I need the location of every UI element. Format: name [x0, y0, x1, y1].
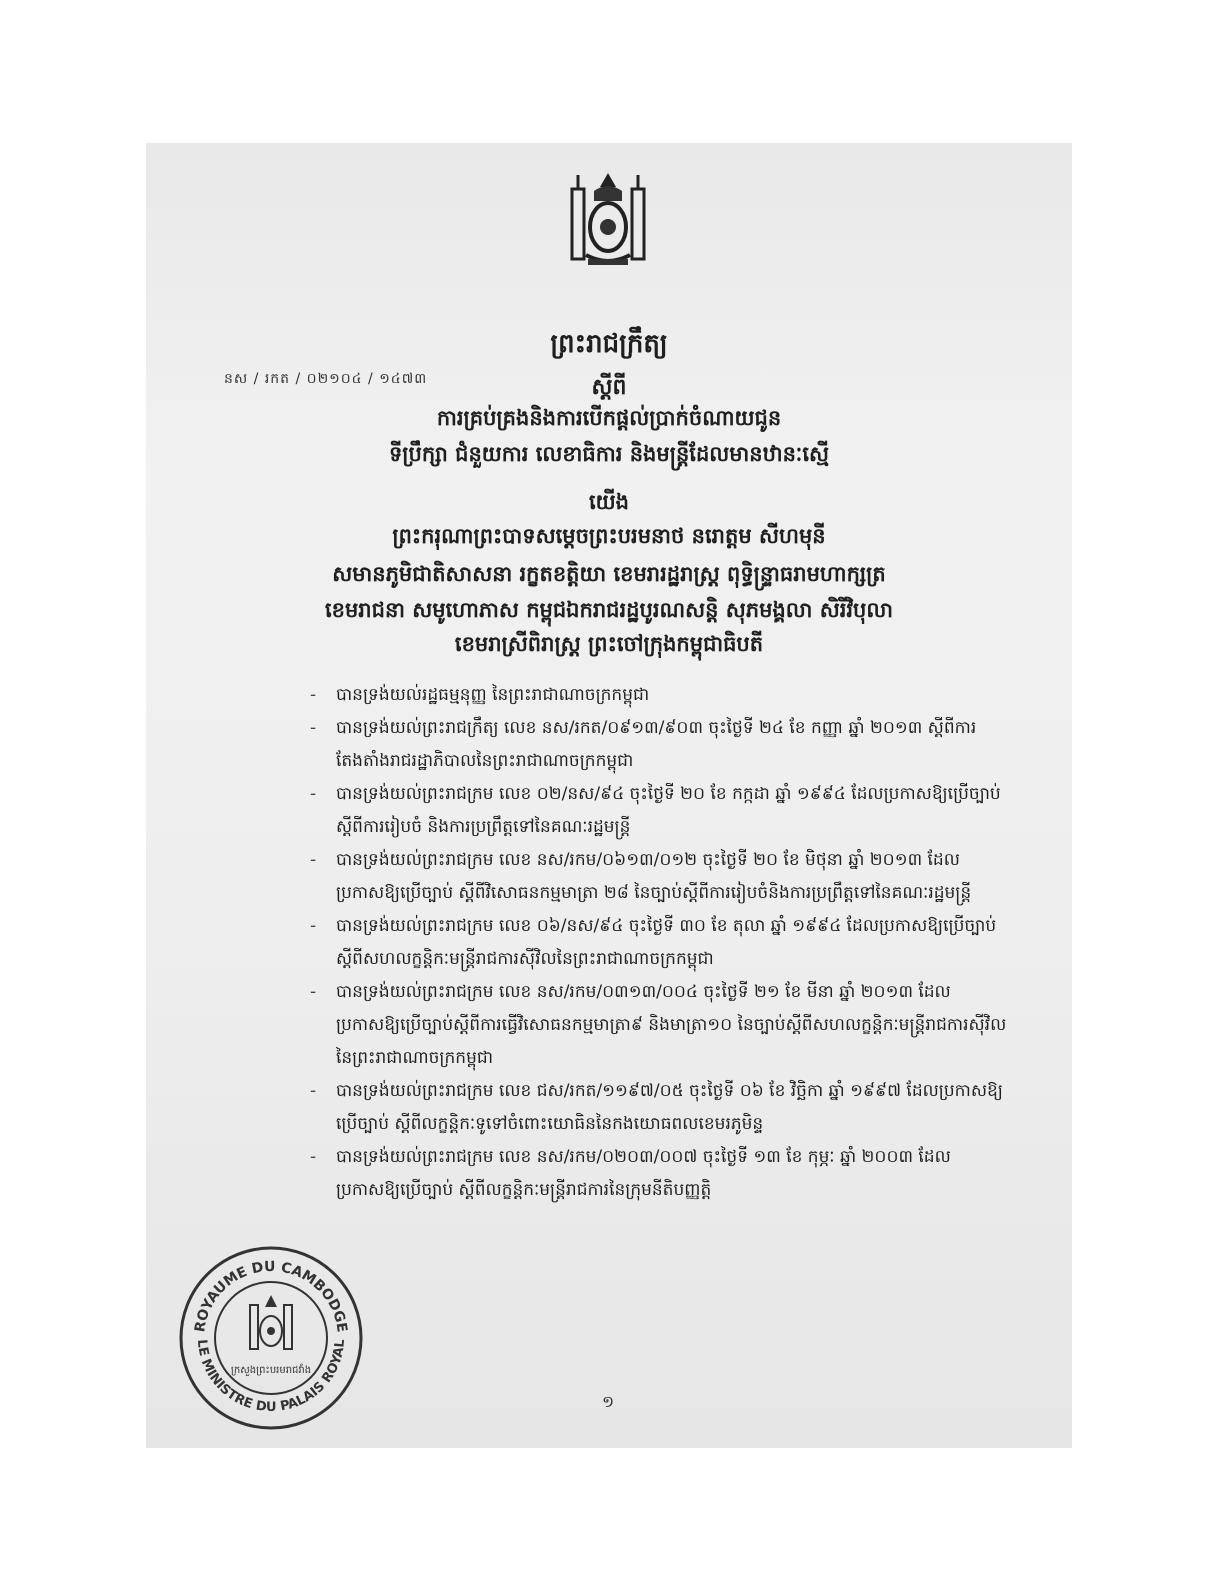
visa-item: - បានទ្រង់យល់ព្រះរាជក្រម លេខ នស/រកម/០៣១៣/០០៤ ចុះថ្ងៃទី ២១ ខែ មីនា ឆ្នាំ ២០១៣ ដែលប្រកាសឱ្យប្រើច្បាប់ស្តីពីការធ្វើវិសោធនកម្មមាត្រា៩ និងមាត្រា១០ នៃច្បាប់ស្តីពីសហលក្ខន្តិកៈមន្ត្រីរាជការស៊ីវិលនៃព្រះរាជាណាចក្រកម្ពុជា — [314, 976, 1014, 1075]
visa-item: - បានទ្រង់យល់ព្រះរាជក្រម លេខ នស/រកម/០២០៣/០០៧ ចុះថ្ងៃទី ១៣ ខែ កុម្ភៈ ឆ្នាំ ២០០៣ ដែលប្រកាសឱ្យប្រើច្បាប់ ស្តីពីលក្ខន្តិកៈមន្ត្រីរាជការនៃក្រុមនីតិបញ្ញត្តិ — [314, 1141, 1014, 1207]
royal-emblem-icon — [568, 171, 648, 271]
concerning-label: ស្តីពី — [591, 374, 627, 400]
king-title-line-2: សមានភូមិជាតិសាសនា រក្ខតខត្តិយា ខេមរារដ្ឋរាស្ត្រ ពុទ្ធិន្ទ្រាធរាមហាក្សត្រ — [332, 561, 886, 586]
royal-palace-seal-icon — [176, 1243, 366, 1433]
king-title-line-4: ខេមរាស្រីពិរាស្ត្រ ព្រះចៅក្រុងកម្ពុជាធិបតី — [454, 631, 764, 656]
scanned-page — [146, 143, 1072, 1448]
seal-top-text: ROYAUME DU CAMBODGE — [192, 1258, 350, 1334]
visa-item: - បានទ្រង់យល់ព្រះរាជក្រឹត្យ លេខ នស/រកត/០៩១៣/៩០៣ ចុះថ្ងៃទី ២៤ ខែ កញ្ញា ឆ្នាំ ២០១៣ ស្តីពីការតែងតាំងរាជរដ្ឋាភិបាលនៃព្រះរាជាណាចក្រកម្ពុជា — [314, 712, 1014, 778]
seal-inner-text: ក្រសួងព្រះបរមរាជវាំង — [230, 1365, 312, 1376]
we-heading: យើង — [589, 489, 629, 514]
subject-line-2: ទីប្រឹក្សា ជំនួយការ លេខាធិការ និងមន្ត្រីដែលមានឋានៈស្មើ — [388, 441, 830, 466]
page-number: ១ — [602, 1392, 615, 1411]
visa-item: - បានទ្រង់យល់ព្រះរាជក្រម លេខ ០៦/នស/៩៤ ចុះថ្ងៃទី ៣០ ខែ តុលា ឆ្នាំ ១៩៩៤ ដែលប្រកាសឱ្យប្រើច្បាប់ ស្តីពីសហលក្ខន្តិកៈមន្ត្រីរាជការស៊ីវិលនៃព្រះរាជាណាចក្រកម្ពុជា — [314, 910, 1014, 976]
visa-list — [314, 679, 1014, 1207]
visa-item: - បានទ្រង់យល់រដ្ឋធម្មនុញ្ញ នៃព្រះរាជាណាចក្រកម្ពុជា — [314, 679, 1014, 712]
document-title: ព្រះរាជក្រឹត្យ — [550, 329, 668, 359]
seal-bottom-text: LE MINISTRE DU PALAIS ROYAL — [193, 1338, 349, 1416]
visa-item: - បានទ្រង់យល់ព្រះរាជក្រម លេខ ០២/នស/៩៤ ចុះថ្ងៃទី ២០ ខែ កក្កដា ឆ្នាំ ១៩៩៤ ដែលប្រកាសឱ្យប្រើច្បាប់ ស្តីពីការរៀបចំ និងការប្រព្រឹត្តទៅនៃគណៈរដ្ឋមន្ត្រី — [314, 778, 1014, 844]
reference-number: នស / រកត / ០២១០៤ / ១៤៧៣ — [224, 371, 428, 387]
king-title-line-1: ព្រះករុណាព្រះបាទសម្តេចព្រះបរមនាថ នរោត្តម សីហមុនី — [392, 523, 826, 548]
visa-item: - បានទ្រង់យល់ព្រះរាជក្រម លេខ នស/រកម/០៦១៣/០១២ ចុះថ្ងៃទី ២០ ខែ មិថុនា ឆ្នាំ ២០១៣ ដែលប្រកាសឱ្យប្រើច្បាប់ ស្តីពីវិសោធនកម្មមាត្រា ២៨ នៃច្បាប់ស្តីពីការរៀបចំនិងការប្រព្រឹត្តទៅនៃគណៈរដ្ឋមន្ត្រី — [314, 844, 1014, 910]
subject-line-1: ការគ្រប់គ្រងនិងការបើកផ្តល់ប្រាក់ចំណាយជូន — [436, 405, 782, 430]
king-title-line-3: ខេមរាជនា សមូហោភាស កម្ពុជឯករាជរដ្ឋបូរណសន្តិ សុភមង្គលា សិរីវិបុលា — [324, 597, 894, 622]
visa-item: - បានទ្រង់យល់ព្រះរាជក្រម លេខ ជស/រកត/១១៩៧/០៥ ចុះថ្ងៃទី ០៦ ខែ វិច្ឆិកា ឆ្នាំ ១៩៩៧ ដែលប្រកាសឱ្យប្រើច្បាប់ ស្តីពីលក្ខន្តិកៈទូទៅចំពោះយោធិននៃកងយោធពលខេមរភូមិន្ទ — [314, 1075, 1014, 1141]
